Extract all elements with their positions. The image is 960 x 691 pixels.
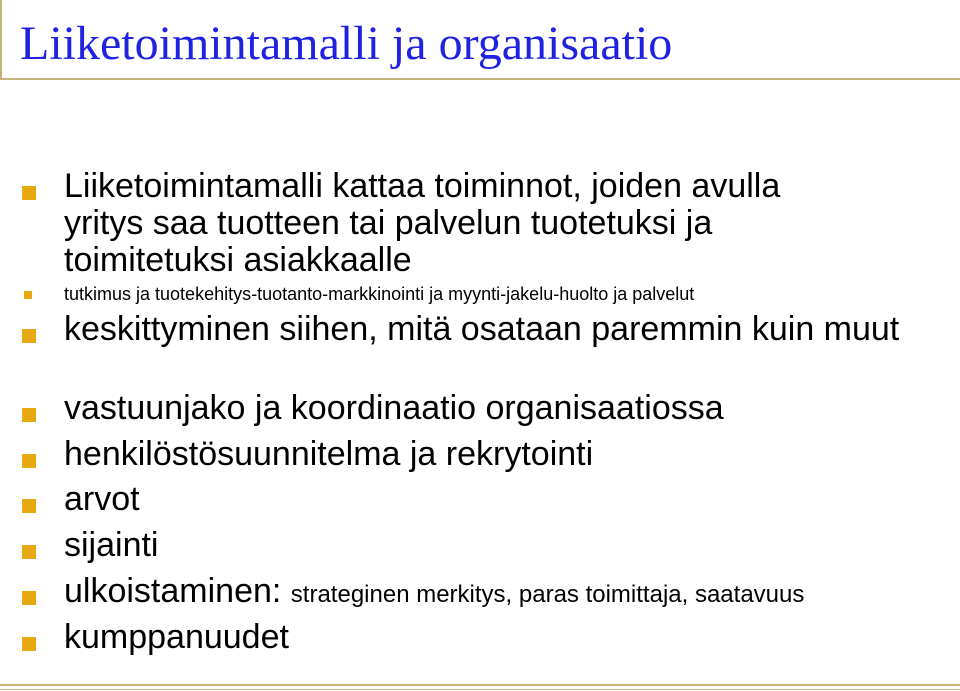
bullet-square-icon [22,545,36,559]
bullet-item-6: arvot [64,480,140,518]
bullet-item-9: kumppanuudet [64,618,289,656]
footer-divider [0,684,960,686]
bullet-square-icon [22,329,36,343]
bullet-square-icon [22,408,36,422]
bullet-item-8-label: ulkoistaminen: [64,572,282,610]
bullet-item-7: sijainti [64,526,159,564]
bullet-square-icon [22,637,36,651]
bullet-square-icon [24,291,32,299]
bullet-item-8 [64,573,804,613]
slide-title: Liiketoimintamalli ja organisaatio [20,17,673,70]
bullet-item-2: tutkimus ja tuotekehitys-tuotanto-markkinointi ja myynti-jakelu-huolto ja palvelut [64,284,695,304]
bullet-item-5: henkilöstösuunnitelma ja rekrytointi [64,435,594,473]
bullet-square-icon [22,591,36,605]
bullet-item-1: Liiketoimintamalli kattaa toiminnot, joiden avulla yritys saa tuotteen tai palvelun tuotetuksi ja toimitetuksi asiakkaalle [64,167,781,279]
bullet-item-8-detail: strateginen merkitys, paras toimittaja, saatavuus [290,581,805,608]
bullet-square-icon [22,499,36,513]
bullet-square-icon [22,454,36,468]
bullet-item-4: vastuunjako ja koordinaatio organisaatiossa [64,389,724,427]
footer-divider-thin [0,689,960,690]
bullet-item-3: keskittyminen siihen, mitä osataan paremmin kuin muut [64,310,900,348]
bullet-square-icon [22,186,36,200]
